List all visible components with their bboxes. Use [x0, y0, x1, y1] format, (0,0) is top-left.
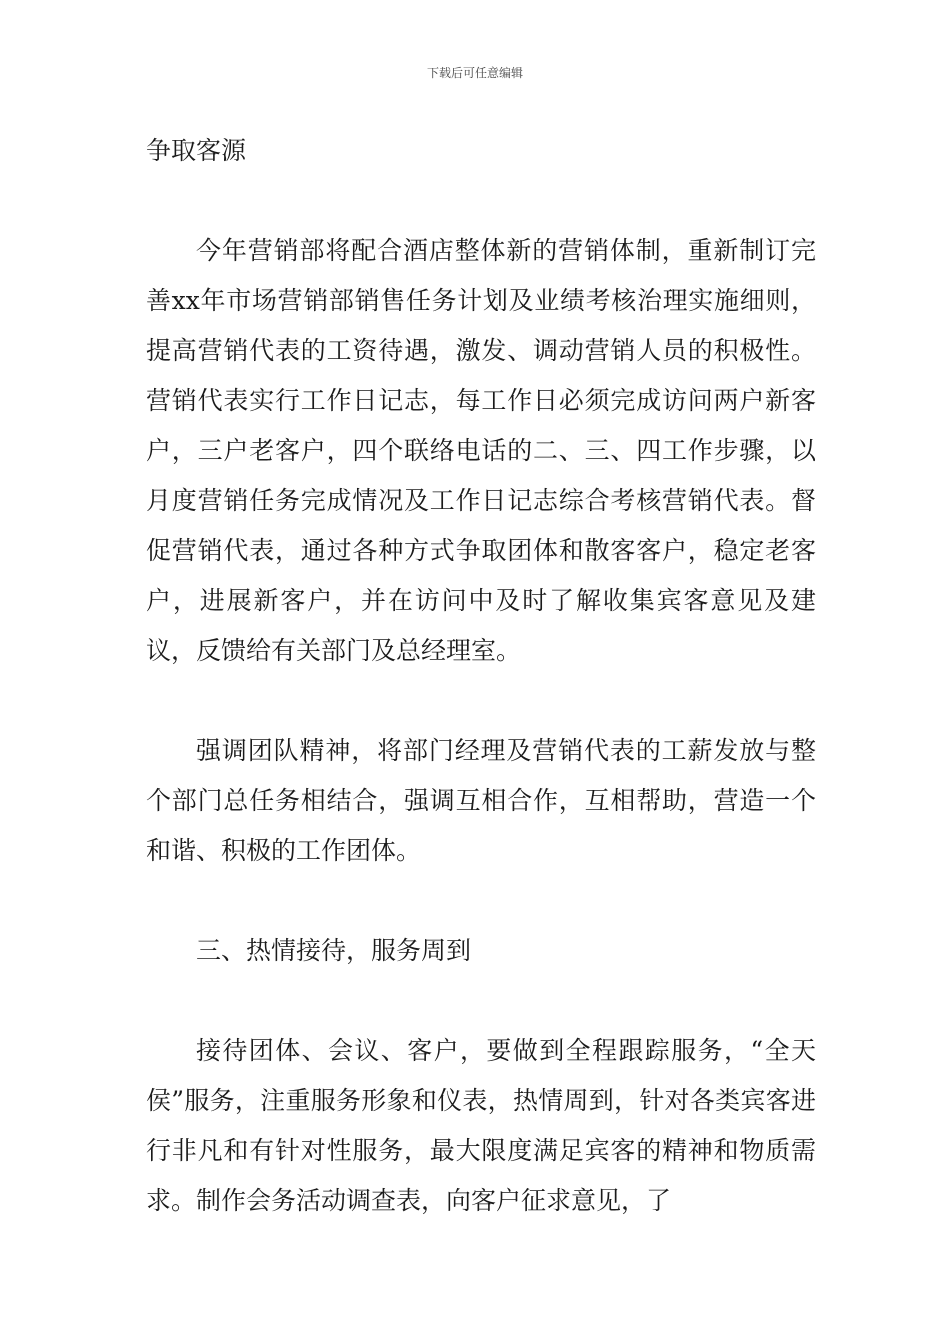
document-body: [146, 126, 816, 1226]
page-header: 下载后可任意编辑: [426, 66, 523, 80]
paragraph-team-spirit: 强调团队精神，将部门经理及营销代表的工薪发放与整个部门总任务相结合，强调互相合作，互相帮助，营造一个和谐、积极的工作团体。: [146, 736, 816, 865]
paragraph-gap: [146, 976, 816, 1026]
paragraph-sales-system: 今年营销部将配合酒店整体新的营销体制，重新制订完善xx年市场营销部销售任务计划及业绩考核治理实施细则，提高营销代表的工资待遇，激发、调动营销人员的积极性。营销代表实行工作日记志，每工作日必须完成访问两户新客户，三户老客户，四个联络电话的二、三、四工作步骤，以月度营销任务完成情况及工作日记志综合考核营销代表。督促营销代表，通过各种方式争取团体和散客客户，稳定老客户，进展新客户，并在访问中及时了解收集宾客意见及建议，反馈给有关部门及总经理室。: [146, 236, 816, 665]
paragraph-gap: [146, 676, 816, 726]
paragraph-gap: [146, 176, 816, 226]
paragraph-gap: [146, 876, 816, 926]
paragraph-continuation: 争取客源: [146, 136, 247, 165]
section-heading: 三、热情接待，服务周到: [196, 936, 472, 965]
paragraph-reception-service: 接待团体、会议、客户，要做到全程跟踪服务，“全天侯”服务，注重服务形象和仪表，热情周到，针对各类宾客进行非凡和有针对性服务，最大限度满足宾客的精神和物质需求。制作会务活动调查表，向客户征求意见，了: [146, 1036, 816, 1215]
